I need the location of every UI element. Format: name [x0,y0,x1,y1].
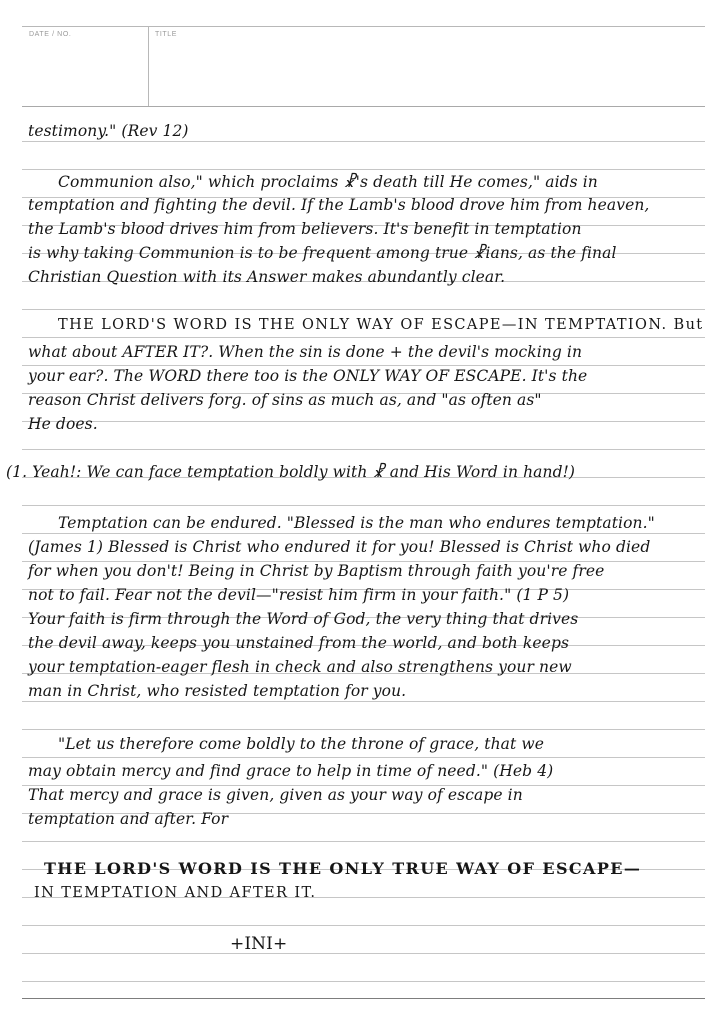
handwritten-line: the devil away, keeps you unstained from the world, and both keeps [28,634,570,652]
handwritten-line: testimony." (Rev 12) [28,122,189,140]
handwritten-line: (James 1) Blessed is Christ who endured it for you! Blessed is Christ who died [28,538,651,556]
handwritten-line: That mercy and grace is given, given as your way of escape in [28,786,523,804]
ruled-line [22,106,705,107]
handwritten-line: reason Christ delivers forg. of sins as much as, and "as often as" [28,391,542,409]
handwritten-line: for when you don't! Being in Christ by Baptism through faith you're free [28,562,605,580]
closing-mark: +INI+ [230,934,288,954]
handwritten-line: Christian Question with its Answer makes abundantly clear. [28,268,506,286]
handwritten-line: may obtain mercy and find grace to help in time of need." (Heb 4) [28,762,554,780]
ruled-line [22,953,705,954]
ruled-line [22,841,705,842]
handwritten-line: temptation and fighting the devil. If the Lamb's blood drove him from heaven, [28,196,650,214]
handwritten-line: Your faith is firm through the Word of God, the very thing that drives [28,610,579,628]
handwritten-line: THE LORD'S WORD IS THE ONLY WAY OF ESCAPE—IN TEMPTATION. But [58,317,704,333]
ruled-line [22,505,705,506]
ruled-line [22,981,705,982]
handwritten-line: man in Christ, who resisted temptation for you. [28,682,407,700]
handwritten-line: Communion also," which proclaims ☧'s death till He comes," aids in [58,173,598,191]
handwritten-line: your temptation-eager flesh in check and also strengthens your new [28,658,572,676]
handwritten-line: what about AFTER IT?. When the sin is done + the devil's mocking in [28,343,583,361]
ruled-line [22,169,705,170]
handwritten-line: "Let us therefore come boldly to the throne of grace, that we [58,735,545,753]
ruled-line [22,533,705,534]
ruled-line [22,925,705,926]
bottom-rule [22,998,705,999]
handwritten-line: Temptation can be endured. "Blessed is the man who endures temptation." [58,514,655,532]
handwritten-line: He does. [28,415,98,433]
handwritten-line: not to fail. Fear not the devil—"resist him firm in your faith." (1 P 5) [28,586,570,604]
ruled-line [22,757,705,758]
ruled-line [22,449,705,450]
handwritten-line: is why taking Communion is to be frequent among true ☧ians, as the final [28,244,617,262]
ruled-line [22,729,705,730]
handwritten-line: (1. Yeah!: We can face temptation boldly with ☧ and His Word in hand!) [6,463,576,481]
ruled-line [22,701,705,702]
ruled-line [22,337,705,338]
handwritten-line: your ear?. The WORD there too is the ONLY WAY OF ESCAPE. It's the [28,367,588,385]
handwritten-line: the Lamb's blood drives him from believers. It's benefit in temptation [28,220,582,238]
handwritten-line: IN TEMPTATION AND AFTER IT. [34,885,317,901]
title-label: TITLE [155,31,178,38]
handwritten-line: temptation and after. For [28,810,229,828]
ruled-line [22,365,705,366]
date-label: DATE / NO. [29,31,72,38]
handwritten-line: THE LORD'S WORD IS THE ONLY TRUE WAY OF ESCAPE— [44,859,642,878]
ruled-line [22,309,705,310]
ruled-line [22,141,705,142]
